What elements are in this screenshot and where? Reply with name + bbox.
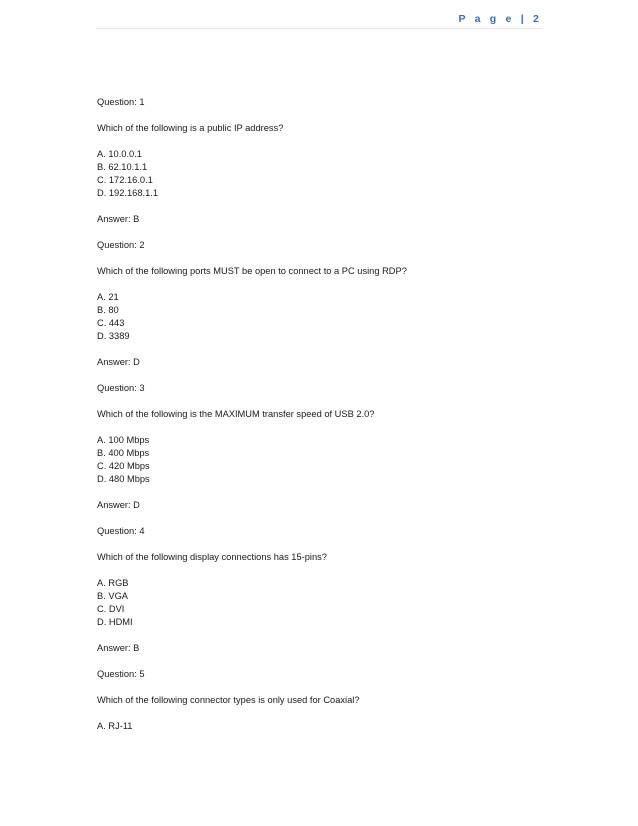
document-body (97, 96, 547, 733)
answer-text: Answer: D (97, 357, 140, 367)
option-c: C. 443 (97, 318, 125, 328)
question-block-4 (97, 525, 547, 668)
question-text: Which of the following ports MUST be open to connect to a PC using RDP? (97, 266, 407, 276)
option-d: D. HDMI (97, 617, 133, 627)
question-block-1 (97, 96, 547, 239)
option-c: C. 172.16.0.1 (97, 175, 153, 185)
question-text: Which of the following is a public IP address? (97, 123, 284, 133)
question-block-3 (97, 382, 547, 525)
option-c: C. DVI (97, 604, 125, 614)
answer-text: Answer: B (97, 214, 140, 224)
answer-text: Answer: B (97, 643, 140, 653)
option-d: D. 480 Mbps (97, 474, 150, 484)
question-text: Which of the following display connections has 15-pins? (97, 552, 327, 562)
option-b: B. VGA (97, 591, 129, 601)
question-heading: Question: 5 (97, 669, 145, 679)
option-b: B. 62.10.1.1 (97, 162, 148, 172)
question-heading: Question: 4 (97, 526, 145, 536)
option-b: B. 400 Mbps (97, 448, 150, 458)
option-a: A. 21 (97, 292, 119, 302)
option-a: A. RJ-11 (97, 721, 133, 731)
question-heading: Question: 3 (97, 383, 145, 393)
option-b: B. 80 (97, 305, 119, 315)
page-number-header: P a g e | 2 (458, 13, 542, 25)
question-text: Which of the following connector types is only used for Coaxial? (97, 695, 360, 705)
header-divider (96, 28, 542, 29)
question-text: Which of the following is the MAXIMUM transfer speed of USB 2.0? (97, 409, 375, 419)
option-a: A. 10.0.0.1 (97, 149, 142, 159)
option-c: C. 420 Mbps (97, 461, 150, 471)
answer-text: Answer: D (97, 500, 140, 510)
question-block-5 (97, 668, 547, 733)
option-d: D. 3389 (97, 331, 130, 341)
question-heading: Question: 1 (97, 97, 145, 107)
option-d: D. 192.168.1.1 (97, 188, 158, 198)
question-heading: Question: 2 (97, 240, 145, 250)
option-a: A. 100 Mbps (97, 435, 150, 445)
question-block-2 (97, 239, 547, 382)
option-a: A. RGB (97, 578, 129, 588)
